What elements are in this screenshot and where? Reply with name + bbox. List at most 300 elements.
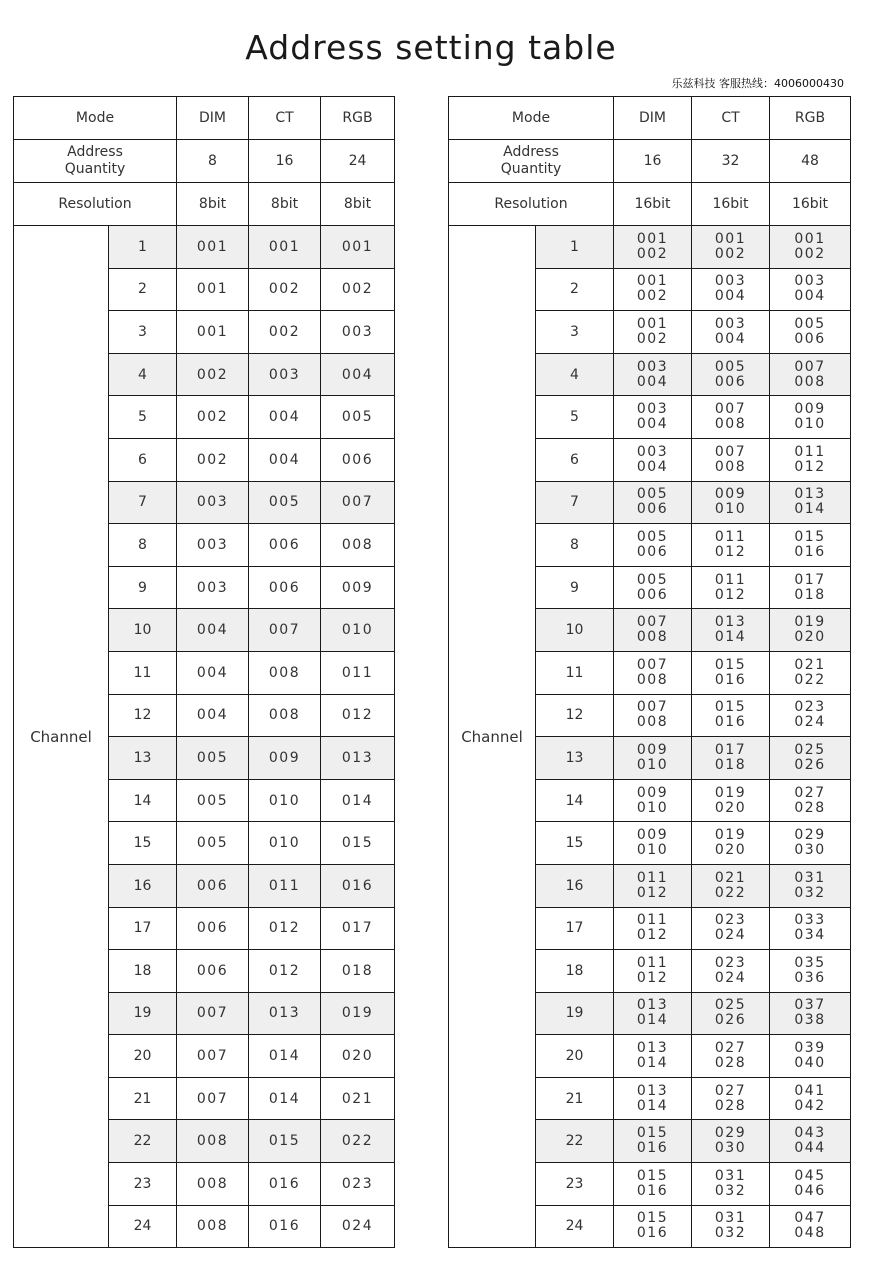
address-value: 019: [714, 784, 747, 801]
address-value: 007: [268, 622, 301, 639]
address-cell-rgb: [321, 396, 395, 439]
address-value: 004: [268, 409, 301, 426]
address-cell-dim: [177, 438, 249, 481]
address-value: 004: [196, 664, 229, 681]
address-value: 023: [341, 1175, 374, 1192]
address-value: 019: [341, 1005, 374, 1022]
address-cell-dim: [614, 1035, 692, 1078]
address-value: 012: [341, 707, 374, 724]
address-value: 013: [794, 486, 826, 503]
address-cell-rgb: [770, 651, 851, 694]
address-value: 013: [636, 1082, 669, 1099]
address-cell-ct: [249, 651, 321, 694]
address-value: 014: [636, 1012, 669, 1029]
address-value: 005: [714, 358, 747, 375]
address-value: 013: [636, 997, 669, 1014]
mode-dim: DIM: [177, 97, 249, 140]
address-value: 011: [714, 571, 747, 588]
address-cell-dim: [614, 950, 692, 993]
address-cell-ct: [249, 481, 321, 524]
resolution-value: 16bit: [770, 183, 851, 226]
mode-label: Mode: [449, 97, 614, 140]
channel-number: 20: [536, 1035, 614, 1078]
address-value: 006: [636, 501, 669, 518]
address-cell-ct: [249, 1163, 321, 1206]
address-cell-ct: [249, 396, 321, 439]
address-value: 008: [636, 629, 669, 646]
channel-number: 5: [109, 396, 177, 439]
address-cell-ct: [249, 694, 321, 737]
address-value: 008: [714, 416, 747, 433]
mode-rgb: RGB: [770, 97, 851, 140]
address-value: 010: [268, 835, 301, 852]
address-cell-ct: [692, 311, 770, 354]
address-value: 007: [714, 401, 747, 418]
address-value: 008: [714, 458, 747, 475]
address-value: 002: [268, 323, 301, 340]
address-cell-dim: [614, 609, 692, 652]
address-value: 013: [268, 1005, 301, 1022]
address-value: 024: [714, 969, 747, 986]
channel-number: 20: [109, 1035, 177, 1078]
service-hotline: 乐兹科技 客服热线：4006000430: [671, 77, 844, 90]
address-cell-ct: [692, 651, 770, 694]
address-cell-ct: [249, 1120, 321, 1163]
channel-label: Channel: [14, 226, 109, 1248]
address-cell-rgb: [770, 353, 851, 396]
address-value: 001: [341, 238, 374, 255]
address-value: 015: [714, 699, 747, 716]
address-value: 006: [196, 920, 229, 937]
address-cell-ct: [249, 737, 321, 780]
address-cell-ct: [249, 864, 321, 907]
address-cell-ct: [692, 737, 770, 780]
mode-row: [14, 97, 395, 140]
address-cell-ct: [692, 992, 770, 1035]
address-cell-ct: [692, 268, 770, 311]
address-value: 002: [341, 281, 374, 298]
address-value: 037: [794, 997, 826, 1014]
address-value: 016: [636, 1225, 669, 1242]
address-value: 010: [268, 792, 301, 809]
address-value: 001: [196, 281, 229, 298]
address-value: 014: [341, 792, 374, 809]
address-value: 002: [636, 330, 669, 347]
address-cell-ct: [249, 438, 321, 481]
address-value: 003: [341, 323, 374, 340]
channel-number: 12: [109, 694, 177, 737]
address-value: 001: [268, 238, 301, 255]
address-cell-dim: [177, 311, 249, 354]
address-value: 012: [268, 920, 301, 937]
resolution-value: 8bit: [177, 183, 249, 226]
resolution-value: 16bit: [614, 183, 692, 226]
address-value: 013: [341, 749, 374, 766]
address-value: 011: [636, 912, 669, 929]
address-value: 004: [268, 451, 301, 468]
address-value: 027: [794, 784, 826, 801]
address-cell-ct: [249, 609, 321, 652]
address-value: 011: [341, 664, 374, 681]
address-cell-dim: [177, 396, 249, 439]
channel-number: 6: [536, 438, 614, 481]
address-value: 030: [714, 1140, 747, 1157]
address-cell-ct: [692, 1077, 770, 1120]
address-value: 005: [636, 486, 669, 503]
address-value: 003: [794, 273, 826, 290]
address-quantity-label: [449, 140, 614, 183]
address-cell-rgb: [321, 311, 395, 354]
address-cell-rgb: [770, 1163, 851, 1206]
address-value: 025: [714, 997, 747, 1014]
address-value: 002: [196, 366, 229, 383]
address-cell-rgb: [321, 353, 395, 396]
address-value: 007: [636, 656, 669, 673]
address-value: 025: [794, 741, 826, 758]
page-title: Address setting table: [245, 28, 617, 67]
address-value: 026: [794, 756, 826, 773]
address-value: 039: [794, 1040, 826, 1057]
address-cell-rgb: [770, 524, 851, 567]
address-cell-rgb: [770, 779, 851, 822]
channel-number: 18: [536, 950, 614, 993]
address-value: 008: [636, 671, 669, 688]
mode-row: [449, 97, 851, 140]
channel-number: 24: [109, 1205, 177, 1248]
address-value: 020: [714, 799, 747, 816]
address-cell-dim: [177, 907, 249, 950]
address-cell-rgb: [321, 822, 395, 865]
address-value: 011: [794, 443, 826, 460]
channel-number: 16: [536, 864, 614, 907]
address-value: 032: [714, 1182, 747, 1199]
address-value: 003: [196, 494, 229, 511]
address-value: 041: [794, 1082, 826, 1099]
resolution-label: Resolution: [14, 183, 177, 226]
address-value: 009: [268, 749, 301, 766]
address-value: 044: [794, 1140, 826, 1157]
address-cell-ct: [249, 950, 321, 993]
address-value: 021: [341, 1090, 374, 1107]
resolution-row: [14, 183, 395, 226]
address-cell-dim: [177, 864, 249, 907]
address-cell-rgb: [321, 1163, 395, 1206]
address-value: 015: [636, 1125, 669, 1142]
address-cell-dim: [177, 268, 249, 311]
address-value: 007: [341, 494, 374, 511]
address-cell-ct: [692, 1163, 770, 1206]
address-value: 020: [794, 629, 826, 646]
address-cell-dim: [614, 992, 692, 1035]
address-value: 015: [636, 1167, 669, 1184]
address-value: 034: [794, 927, 826, 944]
channel-number: 22: [536, 1120, 614, 1163]
resolution-value: 16bit: [692, 183, 770, 226]
mode-ct: CT: [249, 97, 321, 140]
address-value: 035: [794, 954, 826, 971]
address-cell-ct: [692, 864, 770, 907]
address-value: 009: [341, 579, 374, 596]
address-value: 018: [794, 586, 826, 603]
channel-number: 12: [536, 694, 614, 737]
address-cell-ct: [692, 822, 770, 865]
address-value: 012: [714, 543, 747, 560]
address-value: 027: [714, 1040, 747, 1057]
address-cell-ct: [249, 353, 321, 396]
address-value: 016: [714, 671, 747, 688]
address-value: 006: [196, 877, 229, 894]
address-value: 019: [714, 827, 747, 844]
address-value: 009: [714, 486, 747, 503]
channel-number: 17: [109, 907, 177, 950]
channel-number: 13: [109, 737, 177, 780]
address-cell-dim: [177, 566, 249, 609]
address-value: 022: [341, 1133, 374, 1150]
address-quantity-label-line: Quantity: [500, 161, 562, 177]
address-quantity-label: [14, 140, 177, 183]
address-value: 007: [196, 1048, 229, 1065]
address-cell-dim: [177, 950, 249, 993]
address-value: 046: [794, 1182, 826, 1199]
address-value: 002: [794, 245, 826, 262]
address-table-8bit: [13, 96, 395, 1248]
address-value: 006: [268, 579, 301, 596]
address-quantity-value: 8: [177, 140, 249, 183]
channel-number: 18: [109, 950, 177, 993]
address-quantity-value: 16: [614, 140, 692, 183]
channel-number: 15: [536, 822, 614, 865]
channel-number: 21: [536, 1077, 614, 1120]
channel-label: Channel: [449, 226, 536, 1248]
address-value: 012: [268, 962, 301, 979]
address-value: 027: [714, 1082, 747, 1099]
address-cell-rgb: [770, 226, 851, 269]
address-value: 007: [196, 1005, 229, 1022]
address-cell-ct: [249, 1205, 321, 1248]
address-cell-rgb: [770, 737, 851, 780]
resolution-label: Resolution: [449, 183, 614, 226]
address-value: 048: [794, 1225, 826, 1242]
address-value: 009: [636, 784, 669, 801]
address-value: 015: [341, 835, 374, 852]
address-cell-ct: [692, 226, 770, 269]
address-value: 018: [714, 756, 747, 773]
address-cell-dim: [177, 779, 249, 822]
address-value: 018: [341, 962, 374, 979]
address-value: 007: [636, 614, 669, 631]
address-cell-rgb: [770, 992, 851, 1035]
address-cell-dim: [614, 1205, 692, 1248]
address-cell-dim: [177, 226, 249, 269]
address-value: 003: [268, 366, 301, 383]
address-value: 005: [196, 835, 229, 852]
address-value: 006: [636, 586, 669, 603]
address-value: 004: [714, 330, 747, 347]
address-value: 002: [196, 409, 229, 426]
address-cell-rgb: [321, 651, 395, 694]
address-value: 007: [714, 443, 747, 460]
channel-number: 2: [109, 268, 177, 311]
address-value: 010: [636, 799, 669, 816]
address-value: 011: [636, 869, 669, 886]
mode-rgb: RGB: [321, 97, 395, 140]
address-cell-dim: [177, 737, 249, 780]
address-cell-dim: [614, 694, 692, 737]
address-value: 005: [196, 749, 229, 766]
address-value: 003: [196, 579, 229, 596]
address-value: 010: [341, 622, 374, 639]
mode-ct: CT: [692, 97, 770, 140]
address-quantity-label-line: Address: [67, 144, 123, 160]
address-value: 032: [714, 1225, 747, 1242]
address-cell-ct: [249, 907, 321, 950]
address-cell-rgb: [770, 438, 851, 481]
address-value: 008: [196, 1133, 229, 1150]
address-cell-dim: [177, 651, 249, 694]
address-cell-rgb: [321, 779, 395, 822]
address-value: 001: [714, 230, 747, 247]
address-value: 026: [714, 1012, 747, 1029]
address-cell-ct: [249, 566, 321, 609]
address-value: 019: [794, 614, 826, 631]
address-cell-dim: [614, 1163, 692, 1206]
address-value: 012: [714, 586, 747, 603]
address-value: 002: [268, 281, 301, 298]
address-value: 009: [794, 401, 826, 418]
address-cell-rgb: [321, 864, 395, 907]
address-value: 014: [794, 501, 826, 518]
channel-number: 15: [109, 822, 177, 865]
channel-number: 1: [109, 226, 177, 269]
channel-number: 10: [109, 609, 177, 652]
address-cell-dim: [614, 481, 692, 524]
channel-number: 22: [109, 1120, 177, 1163]
address-value: 032: [794, 884, 826, 901]
resolution-value: 8bit: [321, 183, 395, 226]
table-row: [14, 226, 395, 269]
address-cell-rgb: [770, 396, 851, 439]
address-value: 005: [341, 409, 374, 426]
address-cell-dim: [177, 481, 249, 524]
address-value: 004: [636, 458, 669, 475]
address-value: 014: [268, 1048, 301, 1065]
address-cell-rgb: [770, 609, 851, 652]
address-cell-rgb: [321, 907, 395, 950]
channel-number: 5: [536, 396, 614, 439]
address-cell-rgb: [770, 694, 851, 737]
address-value: 005: [794, 315, 826, 332]
address-quantity-value: 32: [692, 140, 770, 183]
address-value: 004: [714, 288, 747, 305]
address-cell-ct: [692, 1035, 770, 1078]
address-cell-rgb: [321, 1035, 395, 1078]
address-value: 016: [268, 1218, 301, 1235]
address-value: 001: [636, 273, 669, 290]
address-value: 011: [714, 528, 747, 545]
address-value: 002: [196, 451, 229, 468]
address-value: 002: [714, 245, 747, 262]
channel-number: 23: [109, 1163, 177, 1206]
address-value: 029: [714, 1125, 747, 1142]
channel-number: 17: [536, 907, 614, 950]
address-cell-dim: [614, 353, 692, 396]
address-cell-dim: [177, 992, 249, 1035]
address-cell-rgb: [770, 822, 851, 865]
address-value: 021: [794, 656, 826, 673]
address-value: 007: [196, 1090, 229, 1107]
address-quantity-label-line: Quantity: [64, 161, 126, 177]
mode-dim: DIM: [614, 97, 692, 140]
resolution-row: [449, 183, 851, 226]
address-value: 014: [268, 1090, 301, 1107]
address-cell-ct: [249, 1077, 321, 1120]
address-cell-rgb: [770, 566, 851, 609]
address-value: 003: [196, 536, 229, 553]
mode-label: Mode: [14, 97, 177, 140]
address-value: 012: [636, 969, 669, 986]
address-cell-dim: [177, 694, 249, 737]
address-value: 011: [268, 877, 301, 894]
address-cell-rgb: [770, 950, 851, 993]
address-cell-rgb: [321, 524, 395, 567]
address-value: 023: [794, 699, 826, 716]
address-cell-dim: [614, 779, 692, 822]
address-value: 031: [714, 1210, 747, 1227]
address-value: 029: [794, 827, 826, 844]
address-value: 024: [714, 927, 747, 944]
address-value: 012: [636, 884, 669, 901]
address-value: 005: [268, 494, 301, 511]
address-value: 003: [636, 443, 669, 460]
address-cell-rgb: [321, 992, 395, 1035]
address-value: 003: [714, 273, 747, 290]
address-value: 008: [636, 714, 669, 731]
address-cell-dim: [177, 609, 249, 652]
address-cell-dim: [614, 268, 692, 311]
address-value: 008: [794, 373, 826, 390]
address-value: 005: [636, 528, 669, 545]
address-cell-ct: [692, 481, 770, 524]
address-cell-rgb: [770, 1035, 851, 1078]
address-cell-ct: [249, 992, 321, 1035]
channel-number: 14: [536, 779, 614, 822]
address-value: 008: [196, 1175, 229, 1192]
address-value: 030: [794, 842, 826, 859]
address-value: 003: [714, 315, 747, 332]
resolution-value: 8bit: [249, 183, 321, 226]
address-cell-rgb: [321, 694, 395, 737]
address-value: 028: [714, 1055, 747, 1072]
address-cell-dim: [177, 1120, 249, 1163]
address-value: 004: [636, 416, 669, 433]
address-cell-dim: [177, 1205, 249, 1248]
channel-number: 7: [536, 481, 614, 524]
address-value: 028: [714, 1097, 747, 1114]
address-value: 042: [794, 1097, 826, 1114]
address-cell-rgb: [321, 1120, 395, 1163]
address-value: 008: [268, 664, 301, 681]
channel-number: 8: [536, 524, 614, 567]
address-value: 031: [714, 1167, 747, 1184]
address-value: 001: [196, 323, 229, 340]
address-cell-rgb: [321, 737, 395, 780]
address-cell-dim: [614, 226, 692, 269]
address-cell-ct: [692, 950, 770, 993]
address-cell-rgb: [770, 1120, 851, 1163]
address-value: 014: [636, 1055, 669, 1072]
address-cell-ct: [249, 822, 321, 865]
address-cell-rgb: [321, 226, 395, 269]
